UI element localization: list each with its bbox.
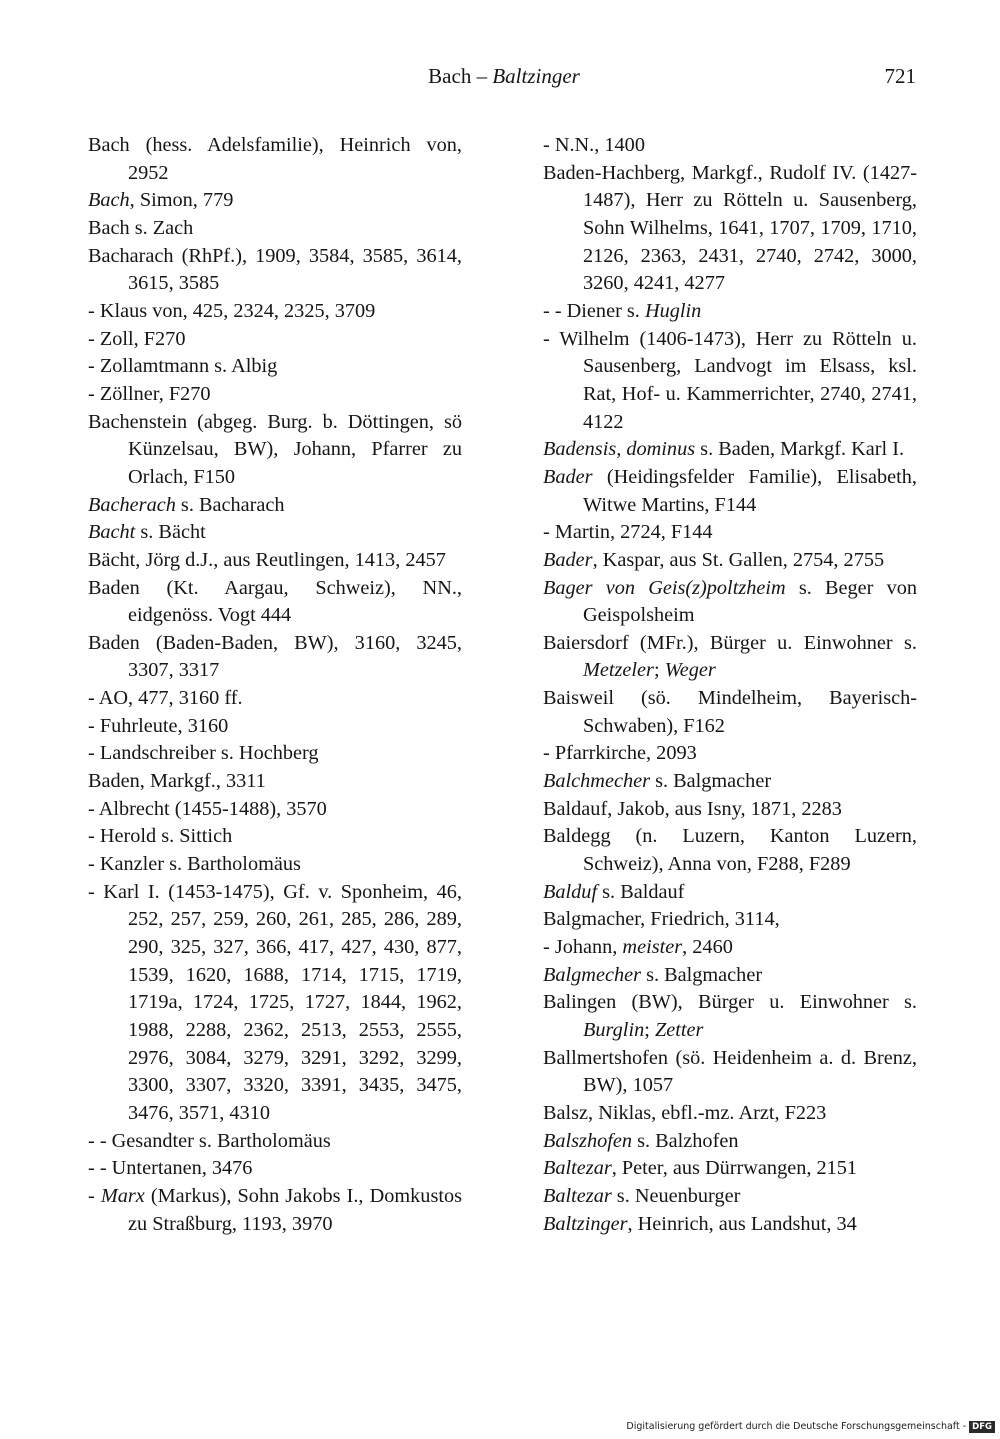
- entry-segment: Balszhofen: [543, 1129, 633, 1152]
- index-column-left: [88, 132, 462, 1238]
- entry-segment: - AO, 477, 3160 ff.: [88, 687, 243, 710]
- entry-segment: s. Baldauf: [597, 880, 685, 903]
- entry-segment: , Kaspar, aus St. Gallen, 2754, 2755: [592, 548, 885, 571]
- index-entry: [88, 796, 462, 824]
- index-entry: [543, 1183, 917, 1211]
- entry-segment: - - Untertanen, 3476: [88, 1157, 253, 1180]
- index-entry: [543, 1045, 917, 1100]
- entry-segment: Baltzinger: [543, 1212, 628, 1235]
- entry-segment: - Herold s. Sittich: [88, 825, 233, 848]
- entry-segment: s. Neuenburger: [611, 1184, 741, 1207]
- index-entry: [543, 879, 917, 907]
- index-entry: [88, 740, 462, 768]
- index-entry: [543, 436, 917, 464]
- entry-segment: Bacharach (RhPf.), 1909, 3584, 3585, 3614, 3615, 3585: [88, 244, 462, 295]
- entry-segment: ;: [644, 1019, 655, 1041]
- entry-segment: Zetter: [654, 1019, 704, 1041]
- entry-segment: Baden-Hachberg, Markgf., Rudolf IV. (1427-1487), Herr zu Rötteln u. Sausenberg, Sohn Wilhelms, 1641, 1707, 1709, 1710, 2126, 2363, 2431, 2740, 2742, 3000, 3260, 4241, 4277: [543, 161, 917, 295]
- index-entry: [543, 326, 917, 437]
- index-entry: [543, 298, 917, 326]
- entry-segment: , Simon, 779: [129, 189, 234, 212]
- index-entry: [543, 934, 917, 962]
- entry-segment: Bager von Geis(z)poltzheim: [543, 576, 786, 599]
- index-entry: [88, 187, 462, 215]
- index-entry: [88, 879, 462, 1128]
- entry-segment: (Heidingsfelder Familie), Elisabeth, Witwe Martins, F144: [583, 465, 917, 516]
- index-entry: [88, 298, 462, 326]
- dfg-logo: DFG: [969, 1421, 995, 1433]
- entry-segment: - Landschreiber s. Hochberg: [88, 742, 319, 765]
- index-entry: [543, 989, 917, 1044]
- index-entry: [88, 1183, 462, 1238]
- entry-segment: - Martin, 2724, F144: [543, 521, 713, 544]
- index-entry: [88, 630, 462, 685]
- entry-segment: - Kanzler s. Bartholomäus: [88, 853, 301, 876]
- entry-segment: meister: [622, 936, 683, 959]
- entry-segment: Baiersdorf (MFr.), Bürger u. Einwohner s.: [543, 631, 917, 654]
- index-entry: [88, 243, 462, 298]
- entry-segment: Bach (hess. Adelsfamilie), Heinrich von, 2952: [88, 134, 462, 184]
- index-entry: [88, 685, 462, 713]
- entry-segment: - Zoll, F270: [88, 327, 186, 350]
- index-entry: [543, 519, 917, 547]
- entry-segment: Baltezar: [543, 1157, 612, 1180]
- entry-segment: Marx: [100, 1184, 145, 1207]
- entry-segment: - Zöllner, F270: [88, 382, 211, 405]
- index-entry: [543, 630, 917, 685]
- entry-segment: Bacherach: [88, 493, 176, 516]
- index-entry: [88, 215, 462, 243]
- index-entry: [88, 381, 462, 409]
- index-entry: [88, 851, 462, 879]
- entry-segment: Huglin: [644, 299, 702, 322]
- header-title-italic: Baltzinger: [492, 64, 580, 88]
- entry-segment: Balingen (BW), Bürger u. Einwohner s.: [543, 991, 917, 1014]
- entry-segment: s. Balzhofen: [632, 1129, 739, 1152]
- entry-segment: (Markus), Sohn Jakobs I., Domkustos zu Straßburg, 1193, 3970: [128, 1184, 463, 1235]
- entry-segment: Baden, Markgf., 3311: [88, 770, 266, 793]
- index-entry: [88, 409, 462, 492]
- entry-segment: Bacht: [88, 521, 136, 544]
- entry-segment: s. Bächt: [135, 521, 206, 544]
- entry-segment: Metzeler: [583, 659, 654, 682]
- index-entry: [543, 1100, 917, 1128]
- index-entry: [543, 1211, 917, 1239]
- entry-segment: s. Beger von Geispolsheim: [583, 576, 917, 627]
- entry-segment: - Johann,: [543, 936, 623, 959]
- index-entry: [543, 906, 917, 934]
- index-entry: [88, 575, 462, 630]
- index-entry: [543, 823, 917, 878]
- entry-segment: Baden (Baden-Baden, BW), 3160, 3245, 3307, 3317: [88, 631, 462, 682]
- running-header: [88, 64, 920, 94]
- entry-segment: s. Balgmacher: [641, 963, 763, 986]
- entry-segment: Bächt, Jörg d.J., aus Reutlingen, 1413, 2457: [88, 548, 446, 571]
- index-entry: [543, 685, 917, 740]
- header-title-plain: Bach –: [428, 64, 493, 88]
- entry-segment: Baisweil (sö. Mindelheim, Bayerisch-Schwaben), F162: [543, 687, 917, 737]
- entry-segment: Balgmecher: [543, 963, 641, 986]
- entry-segment: Baldauf, Jakob, aus Isny, 1871, 2283: [543, 797, 842, 820]
- entry-segment: Weger: [664, 659, 716, 682]
- entry-segment: -: [88, 1184, 101, 1207]
- index-entry: [88, 492, 462, 520]
- entry-segment: - Fuhrleute, 3160: [88, 714, 229, 737]
- entry-segment: - Pfarrkirche, 2093: [543, 742, 697, 765]
- index-entry: [543, 1155, 917, 1183]
- entry-segment: Balsz, Niklas, ebfl.-mz. Arzt, F223: [543, 1101, 827, 1124]
- entry-segment: Baldegg (n. Luzern, Kanton Luzern, Schweiz), Anna von, F288, F289: [543, 825, 917, 876]
- index-entry: [88, 353, 462, 381]
- index-entry: [88, 326, 462, 354]
- index-entry: [88, 519, 462, 547]
- entry-segment: Bach s. Zach: [88, 216, 194, 239]
- entry-segment: , Heinrich, aus Landshut, 34: [627, 1212, 857, 1235]
- entry-segment: Bader: [543, 465, 593, 488]
- entry-segment: Balduf: [543, 880, 598, 903]
- footer-text: Digitalisierung gefördert durch die Deutsche Forschungsgemeinschaft -: [626, 1421, 967, 1432]
- index-entry: [543, 575, 917, 630]
- index-entry: [88, 1155, 462, 1183]
- header-title: [88, 64, 920, 89]
- entry-segment: - - Gesandter s. Bartholomäus: [88, 1129, 331, 1152]
- entry-segment: Balchmecher: [543, 770, 650, 793]
- entry-segment: - - Diener s.: [543, 299, 645, 322]
- entry-segment: , 2460: [682, 936, 733, 959]
- entry-segment: s. Bacharach: [175, 493, 285, 516]
- entry-segment: - Albrecht (1455-1488), 3570: [88, 797, 327, 820]
- index-entry: [88, 132, 462, 187]
- index-column-right: [543, 132, 917, 1238]
- entry-segment: Baltezar: [543, 1184, 612, 1207]
- entry-segment: s. Baden, Markgf. Karl I.: [695, 438, 905, 461]
- entry-segment: Burglin: [583, 1019, 645, 1041]
- entry-segment: Bach: [88, 189, 130, 212]
- index-entry: [543, 547, 917, 575]
- index-entry: [543, 132, 917, 160]
- entry-segment: Badensis, dominus: [543, 438, 696, 461]
- entry-segment: - N.N., 1400: [543, 134, 645, 156]
- index-entry: [543, 160, 917, 298]
- index-entry: [88, 768, 462, 796]
- index-entry: [88, 1128, 462, 1156]
- page-number: 721: [884, 64, 916, 88]
- entry-segment: ;: [653, 659, 665, 682]
- entry-segment: Bachenstein (abgeg. Burg. b. Döttingen, sö Künzelsau, BW), Johann, Pfarrer zu Orlach, F150: [88, 410, 462, 488]
- index-entry: [88, 713, 462, 741]
- entry-segment: Balgmacher, Friedrich, 3114,: [543, 908, 780, 931]
- index-entry: [543, 768, 917, 796]
- footer-credit: [605, 1421, 995, 1435]
- index-entry: [543, 962, 917, 990]
- entry-segment: - Klaus von, 425, 2324, 2325, 3709: [88, 299, 376, 322]
- entry-segment: - Karl I. (1453-1475), Gf. v. Sponheim, 46, 252, 257, 259, 260, 261, 285, 286, 289, 290, 325, 327, 366, 417, 427, 430, 877, 1539, 1620, 1688, 1714, 1715, 1719, 1719a, 1724, 1725, 1727, 1844, 1962, 1988, 2288, 2362, 2513, 2553, 2555, 2976, 3084, 3279, 3291, 3292, 3299, 3300, 3307, 3320, 3391, 3435, 3475, 3476, 3571, 4310: [88, 880, 462, 1124]
- entry-segment: s. Balgmacher: [650, 770, 772, 793]
- entry-segment: - Zollamtmann s. Albig: [88, 355, 278, 378]
- entry-segment: Baden (Kt. Aargau, Schweiz), NN., eidgenöss. Vogt 444: [88, 576, 462, 627]
- index-entry: [543, 464, 917, 519]
- index-entry: [88, 823, 462, 851]
- entry-segment: , Peter, aus Dürrwangen, 2151: [611, 1157, 858, 1180]
- index-entry: [543, 1128, 917, 1156]
- entry-segment: Bader: [543, 548, 593, 571]
- index-entry: [543, 740, 917, 768]
- index-entry: [543, 796, 917, 824]
- index-entry: [88, 547, 462, 575]
- entry-segment: - Wilhelm (1406-1473), Herr zu Rötteln u. Sausenberg, Landvogt im Elsass, ksl. Rat, Hof- u. Kammerrichter, 2740, 2741, 4122: [543, 327, 917, 433]
- entry-segment: Ballmertshofen (sö. Heidenheim a. d. Brenz, BW), 1057: [543, 1046, 917, 1097]
